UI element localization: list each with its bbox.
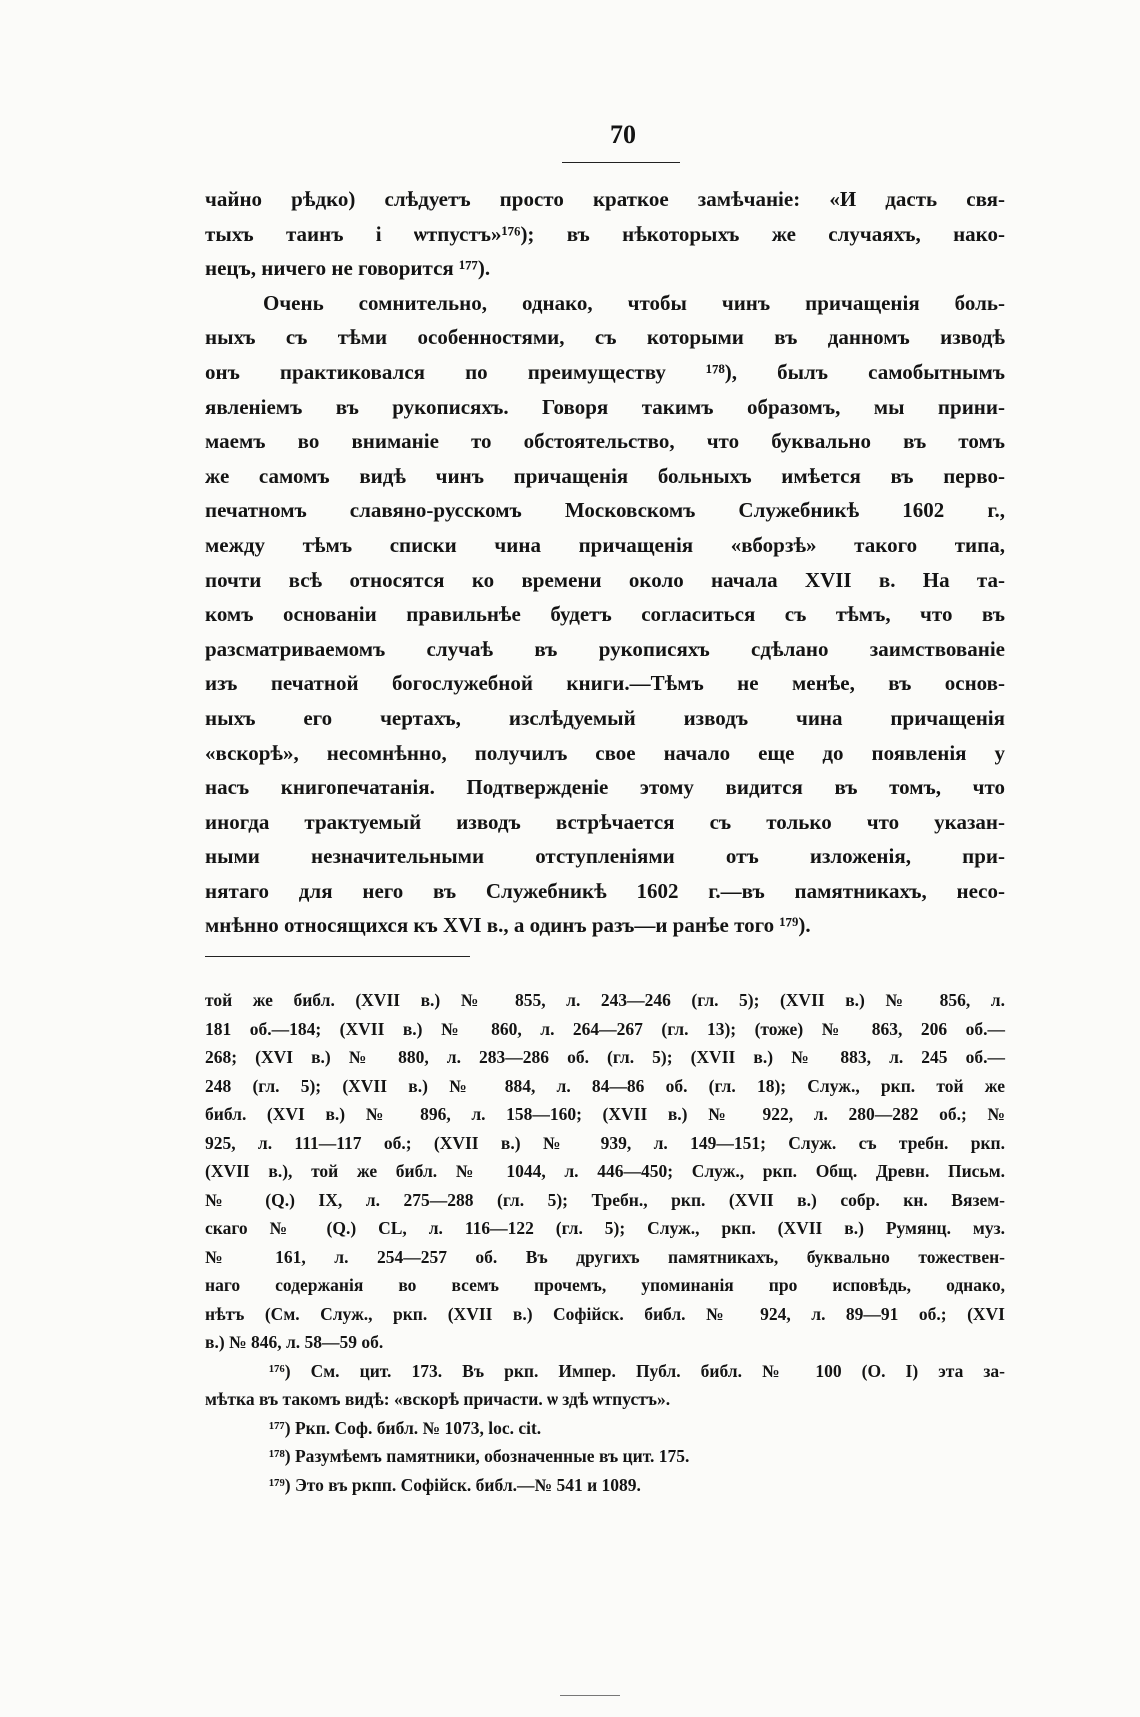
- footnote-line: 268; (XVI в.) № 880, л. 283—286 об. (гл. 5); (XVII в.) № 883, л. 245 об.—: [205, 1047, 1005, 1067]
- footnote-line: мѣтка въ такомъ видѣ: «вскорѣ причасти. ѡ здѣ ѡтпустъ».: [205, 1389, 671, 1409]
- text-line: между тѣмъ списки чина причащенія «вборзѣ» такого типа,: [205, 532, 1005, 557]
- footnote-line: той же библ. (XVII в.) № 855, л. 243—246 (гл. 5); (XVII в.) № 856, л.: [205, 990, 1005, 1010]
- text-line: разсматриваемомъ случаѣ въ рукописяхъ сдѣлано заимствованіе: [205, 636, 1005, 661]
- footnote-line: скаго № (Q.) CL, л. 116—122 (гл. 5); Служ., ркп. (XVII в.) Румянц. муз.: [205, 1218, 1005, 1238]
- footnote-line: 181 об.—184; (XVII в.) № 860, л. 264—267 (гл. 13); (тоже) № 863, 206 об.—: [205, 1018, 1005, 1039]
- footnote-line: библ. (XVI в.) № 896, л. 158—160; (XVII в.) № 922, л. 280—282 об.; №: [205, 1104, 1005, 1124]
- footnote-line: в.) № 846, л. 58—59 об.: [205, 1332, 384, 1352]
- footnote-line: № (Q.) IX, л. 275—288 (гл. 5); Требн., ркп. (XVII в.) собр. кн. Вязем-: [205, 1189, 1005, 1210]
- footnote-line: № 161, л. 254—257 об. Въ другихъ памятникахъ, буквально тожествен-: [205, 1246, 1005, 1267]
- text-line: маемъ во вниманіе то обстоятельство, что буквально въ томъ: [205, 429, 1005, 454]
- text-line: комъ основаніи правильнѣе будетъ согласиться съ тѣмъ, что въ: [205, 602, 1005, 627]
- footnotes: [205, 986, 1005, 1499]
- text-line: онъ практиковался по преимуществу ¹⁷⁸), былъ самобытнымъ: [205, 359, 1005, 384]
- text-line: Очень сомнительно, однако, чтобы чинъ причащенія боль-: [263, 290, 1005, 315]
- footnote-176: ¹⁷⁶) См. цит. 173. Въ ркп. Импер. Публ. библ. № 100 (О. I) эта за-: [269, 1360, 1005, 1381]
- footnote-line: 925, л. 111—117 об.; (XVII в.) № 939, л. 149—151; Служ. съ требн. ркп.: [205, 1132, 1005, 1153]
- text-line: «вскорѣ», несомнѣнно, получилъ свое начало еще до появленія у: [205, 740, 1005, 765]
- footnote-rule: [205, 956, 470, 957]
- text-line: почти всѣ относятся ко времени около начала XVII в. На та-: [205, 567, 1005, 592]
- text-line: нецъ, ничего не говорится ¹⁷⁷).: [205, 256, 491, 281]
- text-line: ныхъ съ тѣми особенностями, съ которыми въ данномъ изводѣ: [205, 325, 1005, 350]
- footnote-line: нѣтъ (См. Служ., ркп. (XVII в.) Софійск. библ. № 924, л. 89—91 об.; (XVI: [205, 1303, 1005, 1324]
- footnote-179: ¹⁷⁹) Это въ ркпп. Софійск. библ.—№ 541 и 1089.: [269, 1474, 641, 1495]
- text-line: ными незначительными отступленіями отъ изложенія, при-: [205, 844, 1005, 869]
- text-line: ныхъ его чертахъ, изслѣдуемый изводъ чина причащенія: [205, 705, 1005, 730]
- footnote-178: ¹⁷⁸) Разумѣемъ памятники, обозначенные въ цит. 175.: [269, 1446, 690, 1466]
- main-text: [205, 182, 1005, 943]
- text-line: тыхъ таинъ і ѡтпустъ»¹⁷⁶); въ нѣкоторыхъ же случаяхъ, нако-: [205, 221, 1005, 246]
- footnote-line: (XVII в.), той же библ. № 1044, л. 446—450; Служ., ркп. Общ. Древн. Письм.: [205, 1161, 1005, 1181]
- text-line: насъ книгопечатанія. Подтвержденіе этому видится въ томъ, что: [205, 775, 1005, 800]
- text-line: же самомъ видѣ чинъ причащенія больныхъ имѣется въ перво-: [205, 463, 1005, 488]
- text-line: изъ печатной богослужебной книги.—Тѣмъ не менѣе, въ основ-: [205, 671, 1005, 696]
- footnote-line: 248 (гл. 5); (XVII в.) № 884, л. 84—86 об. (гл. 18); Служ., ркп. той же: [205, 1075, 1005, 1096]
- footnote-line: наго содержанія во всемъ прочемъ, упоминанія про исповѣдь, однако,: [205, 1275, 1005, 1295]
- text-line: явленіемъ въ рукописяхъ. Говоря такимъ образомъ, мы прини-: [205, 394, 1005, 419]
- text-line: чайно рѣдко) слѣдуетъ просто краткое замѣчаніе: «И дасть свя-: [205, 187, 1005, 211]
- bottom-mark: [560, 1695, 620, 1696]
- text-line: мнѣнно относящихся къ XVI в., а одинъ разъ—и ранѣе того ¹⁷⁹).: [205, 913, 811, 938]
- header-rule: [562, 162, 680, 163]
- text-line: печатномъ славяно-русскомъ Московскомъ Служебникѣ 1602 г.,: [205, 498, 1005, 523]
- page-number: 70: [610, 120, 636, 149]
- text-line: нятаго для него въ Служебникѣ 1602 г.—въ памятникахъ, несо-: [205, 878, 1005, 903]
- footnote-177: ¹⁷⁷) Ркп. Соф. библ. № 1073, loc. cit.: [269, 1417, 542, 1438]
- text-line: иногда трактуемый изводъ встрѣчается съ только что указан-: [205, 809, 1005, 834]
